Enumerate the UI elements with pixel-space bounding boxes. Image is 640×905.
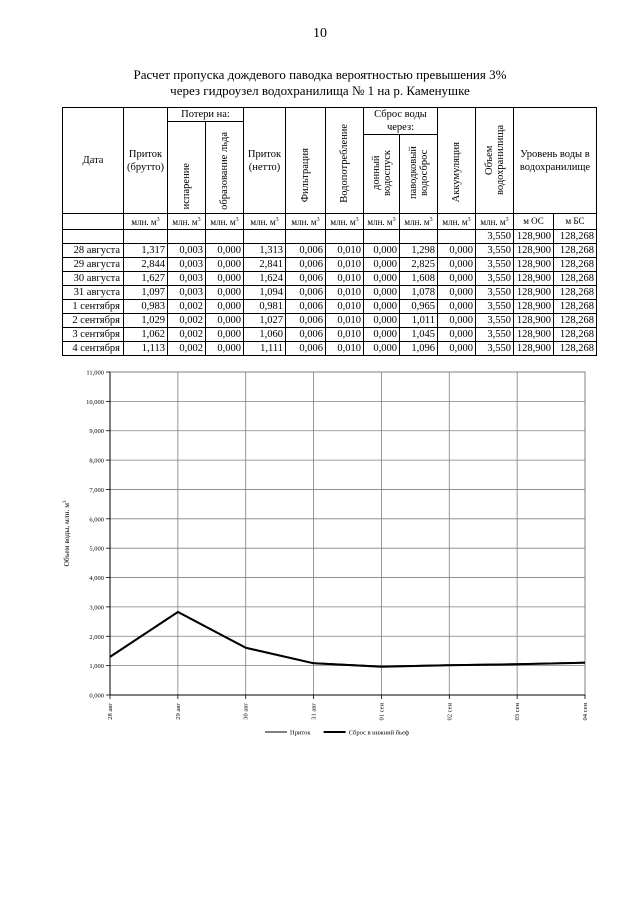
- cell-filt: 0,006: [286, 258, 326, 272]
- page-number: 10: [313, 26, 327, 41]
- initial-level-os: 128,900: [514, 230, 554, 244]
- y-tick-label: 6,000: [89, 516, 104, 524]
- y-tick-label: 1,000: [89, 663, 104, 671]
- unit-cell-empty: [63, 214, 124, 230]
- cell-spill: 1,298: [400, 244, 438, 258]
- cell-date: 3 сентября: [63, 328, 124, 342]
- cell-acc: 0,000: [438, 286, 476, 300]
- cell-bottom: 0,000: [364, 258, 400, 272]
- table-row: [63, 258, 597, 272]
- unit-cell: млн. $м^3$: [364, 214, 400, 230]
- cell-acc: 0,000: [438, 300, 476, 314]
- y-tick-label: 4,000: [89, 575, 104, 583]
- cell-bottom: 0,000: [364, 314, 400, 328]
- cell-ice: 0,000: [206, 300, 244, 314]
- cell-bottom: 0,000: [364, 300, 400, 314]
- volume-line-chart: [40, 362, 610, 762]
- cell-ice: 0,000: [206, 314, 244, 328]
- unit-cell: млн. $м^3$: [400, 214, 438, 230]
- cell-inflow: 1,113: [124, 342, 168, 356]
- header-evaporation: [168, 122, 206, 214]
- cell-acc: 0,000: [438, 342, 476, 356]
- initial-volume: 3,550: [476, 230, 514, 244]
- cell-bs: 128,268: [554, 342, 597, 356]
- cell-vol: 3,550: [476, 258, 514, 272]
- header-bottom-outlet: [364, 135, 400, 214]
- header-evaporation-label: испарение: [181, 163, 192, 210]
- document-title: [0, 67, 640, 99]
- cell-filt: 0,006: [286, 286, 326, 300]
- cell-os: 128,900: [514, 244, 554, 258]
- cell-ice: 0,000: [206, 328, 244, 342]
- cell-spill: 1,096: [400, 342, 438, 356]
- initial-row: [63, 230, 597, 244]
- cell-filt: 0,006: [286, 300, 326, 314]
- cell-date: 4 сентября: [63, 342, 124, 356]
- legend-label: Приток: [290, 729, 311, 737]
- unit-cell: млн. $м^3$: [476, 214, 514, 230]
- cell-vol: 3,550: [476, 328, 514, 342]
- flood-calculation-table: [62, 107, 597, 356]
- header-accumulation: [438, 108, 476, 214]
- title-line-2: через гидроузел водохранилища № 1 на р. Каменушке: [170, 83, 470, 98]
- cell-bs: 128,268: [554, 300, 597, 314]
- cell-ice: 0,000: [206, 342, 244, 356]
- table-row: [63, 300, 597, 314]
- cell-net: 1,624: [244, 272, 286, 286]
- cell-spill: 0,965: [400, 300, 438, 314]
- cell-net: 1,060: [244, 328, 286, 342]
- cell-ice: 0,000: [206, 244, 244, 258]
- cell-date: 30 августа: [63, 272, 124, 286]
- cell-bs: 128,268: [554, 272, 597, 286]
- cell-ice: 0,000: [206, 258, 244, 272]
- cell-date: 31 августа: [63, 286, 124, 300]
- cell-bs: 128,268: [554, 328, 597, 342]
- cell-acc: 0,000: [438, 328, 476, 342]
- table-row: [63, 342, 597, 356]
- cell-cons: 0,010: [326, 286, 364, 300]
- cell-evap: 0,003: [168, 258, 206, 272]
- unit-cell: млн. $м^3$: [124, 214, 168, 230]
- cell-vol: 3,550: [476, 342, 514, 356]
- cell-cons: 0,010: [326, 342, 364, 356]
- cell-vol: 3,550: [476, 314, 514, 328]
- cell-vol: 3,550: [476, 272, 514, 286]
- header-inflow-gross: Приток (брутто): [124, 108, 168, 214]
- cell-spill: 1,045: [400, 328, 438, 342]
- cell-cons: 0,010: [326, 328, 364, 342]
- cell-date: 29 августа: [63, 258, 124, 272]
- cell-bs: 128,268: [554, 258, 597, 272]
- cell-os: 128,900: [514, 342, 554, 356]
- cell-bottom: 0,000: [364, 272, 400, 286]
- cell-inflow: 2,844: [124, 258, 168, 272]
- cell-bs: 128,268: [554, 244, 597, 258]
- header-consumption: [326, 108, 364, 214]
- cell-os: 128,900: [514, 314, 554, 328]
- header-filtration-label: Фильтрация: [300, 148, 311, 203]
- cell-net: 0,981: [244, 300, 286, 314]
- x-tick-label: 30 авг: [242, 703, 250, 720]
- unit-cell: млн. $м^3$: [438, 214, 476, 230]
- header-volume-label: Объем водохранилища: [483, 124, 506, 195]
- cell-inflow: 1,317: [124, 244, 168, 258]
- cell-cons: 0,010: [326, 314, 364, 328]
- cell-evap: 0,003: [168, 244, 206, 258]
- cell-inflow: 1,627: [124, 272, 168, 286]
- header-inflow-net: Приток (нетто): [244, 108, 286, 214]
- cell-acc: 0,000: [438, 258, 476, 272]
- cell-os: 128,900: [514, 300, 554, 314]
- y-axis-label: Объем воды, млн. $м^3$: [62, 500, 71, 567]
- plot-area: [110, 372, 585, 695]
- cell-ice: 0,000: [206, 286, 244, 300]
- y-tick-label: 9,000: [89, 428, 104, 436]
- header-accumulation-label: Аккумуляция: [451, 142, 462, 203]
- y-axis-label-sup: 3: [63, 500, 68, 503]
- cell-os: 128,900: [514, 258, 554, 272]
- table-row: [63, 244, 597, 258]
- y-tick-label: 7,000: [89, 486, 104, 494]
- table-row: [63, 272, 597, 286]
- header-filtration: [286, 108, 326, 214]
- x-tick-label: 01 сен: [378, 703, 386, 721]
- unit-cell: млн. $м^3$: [206, 214, 244, 230]
- x-tick-label: 04 сен: [582, 703, 589, 721]
- header-ice: [206, 122, 244, 214]
- initial-level-bs: 128,268: [554, 230, 597, 244]
- header-bottom-outlet-label: донный водоспуск: [370, 150, 393, 196]
- cell-cons: 0,010: [326, 272, 364, 286]
- table-row: [63, 314, 597, 328]
- unit-cell: млн. $м^3$: [168, 214, 206, 230]
- y-tick-label: 2,000: [89, 633, 104, 641]
- cell-date: 28 августа: [63, 244, 124, 258]
- cell-evap: 0,003: [168, 286, 206, 300]
- cell-acc: 0,000: [438, 272, 476, 286]
- cell-net: 1,027: [244, 314, 286, 328]
- header-ice-label: образование льда: [219, 131, 230, 210]
- cell-vol: 3,550: [476, 244, 514, 258]
- cell-net: 2,841: [244, 258, 286, 272]
- cell-acc: 0,000: [438, 314, 476, 328]
- cell-os: 128,900: [514, 272, 554, 286]
- cell-vol: 3,550: [476, 286, 514, 300]
- x-tick-label: 31 авг: [310, 703, 318, 720]
- x-tick-label: 29 авг: [174, 703, 182, 720]
- unit-m-os: м ОС: [514, 214, 554, 230]
- cell-inflow: 1,097: [124, 286, 168, 300]
- cell-inflow: 1,029: [124, 314, 168, 328]
- cell-net: 1,313: [244, 244, 286, 258]
- table-row: [63, 286, 597, 300]
- x-tick-label: 28 авг: [107, 703, 114, 720]
- y-tick-label: 0,000: [89, 692, 104, 700]
- cell-bottom: 0,000: [364, 244, 400, 258]
- unit-cell: млн. $м^3$: [286, 214, 326, 230]
- cell-vol: 3,550: [476, 300, 514, 314]
- header-spillway: [400, 135, 438, 214]
- cell-acc: 0,000: [438, 244, 476, 258]
- cell-filt: 0,006: [286, 342, 326, 356]
- y-tick-label: 5,000: [89, 545, 104, 553]
- cell-spill: 1,608: [400, 272, 438, 286]
- unit-cell: млн. $м^3$: [326, 214, 364, 230]
- cell-spill: 2,825: [400, 258, 438, 272]
- header-spillway-label: паводковый водосброс: [407, 146, 430, 200]
- header-losses: Потери на:: [168, 108, 244, 122]
- unit-m-bs: м БС: [554, 214, 597, 230]
- header-volume: [476, 108, 514, 214]
- cell-ice: 0,000: [206, 272, 244, 286]
- cell-filt: 0,006: [286, 272, 326, 286]
- cell-spill: 1,078: [400, 286, 438, 300]
- cell-bottom: 0,000: [364, 328, 400, 342]
- cell-spill: 1,011: [400, 314, 438, 328]
- header-date: Дата: [63, 108, 124, 214]
- header-discharge: Сброс воды через:: [364, 108, 438, 135]
- cell-cons: 0,010: [326, 244, 364, 258]
- header-level: Уровень воды в водохранилище: [514, 108, 597, 214]
- cell-filt: 0,006: [286, 244, 326, 258]
- cell-date: 1 сентября: [63, 300, 124, 314]
- y-tick-label: 8,000: [89, 457, 104, 465]
- cell-evap: 0,002: [168, 314, 206, 328]
- cell-filt: 0,006: [286, 314, 326, 328]
- cell-evap: 0,002: [168, 342, 206, 356]
- cell-inflow: 0,983: [124, 300, 168, 314]
- cell-os: 128,900: [514, 286, 554, 300]
- cell-evap: 0,002: [168, 328, 206, 342]
- cell-cons: 0,010: [326, 300, 364, 314]
- cell-filt: 0,006: [286, 328, 326, 342]
- y-tick-label: 11,000: [86, 369, 104, 377]
- cell-date: 2 сентября: [63, 314, 124, 328]
- legend-label: Сброс в нижний бьеф: [348, 729, 410, 737]
- title-line-1: Расчет пропуска дождевого паводка вероятностью превышения 3%: [133, 67, 507, 82]
- cell-evap: 0,002: [168, 300, 206, 314]
- cell-os: 128,900: [514, 328, 554, 342]
- x-tick-label: 02 сен: [446, 703, 454, 721]
- x-tick-label: 03 сен: [514, 703, 522, 721]
- y-tick-label: 3,000: [89, 604, 104, 612]
- cell-net: 1,094: [244, 286, 286, 300]
- y-tick-label: 10,000: [86, 398, 104, 406]
- cell-cons: 0,010: [326, 258, 364, 272]
- header-consumption-label: Водопотребление: [339, 123, 350, 203]
- cell-bs: 128,268: [554, 314, 597, 328]
- cell-bs: 128,268: [554, 286, 597, 300]
- cell-bottom: 0,000: [364, 342, 400, 356]
- unit-cell: млн. $м^3$: [244, 214, 286, 230]
- table-row: [63, 328, 597, 342]
- units-row: [63, 214, 597, 230]
- cell-inflow: 1,062: [124, 328, 168, 342]
- cell-net: 1,111: [244, 342, 286, 356]
- cell-evap: 0,003: [168, 272, 206, 286]
- cell-bottom: 0,000: [364, 286, 400, 300]
